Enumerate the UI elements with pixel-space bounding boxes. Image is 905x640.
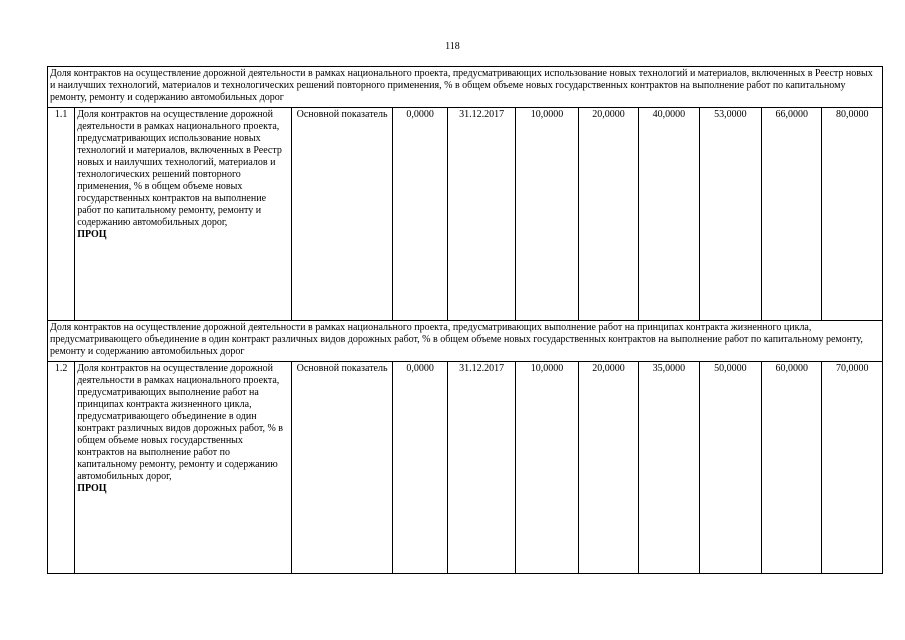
year-value: 35,0000 — [639, 362, 699, 574]
table-row — [48, 362, 883, 574]
year-value: 20,0000 — [578, 108, 638, 321]
section-heading: Доля контрактов на осуществление дорожной деятельности в рамках национального проекта, предусматривающих выполнение работ на принципах контракта жизненного цикла, предусматривающего объединение в один контракт различных видов дорожных работ, % в общем объеме новых государственных контрактов на выполнение работ по капитальному ремонту, ремонту и содержанию автомобильных дорог — [48, 321, 883, 362]
year-value: 40,0000 — [639, 108, 699, 321]
indicator-name-cell — [75, 362, 292, 574]
section-heading-row — [48, 67, 883, 108]
base-date: 31.12.2017 — [447, 362, 515, 574]
indicator-name: Доля контрактов на осуществление дорожной деятельности в рамках национального проекта, предусматривающих выполнение работ на принципах контракта жизненного цикла, предусматривающего объединение в один контракт различных видов дорожных работ, % в общем объеме новых государственных контрактов на выполнение работ по капитальному ремонту, ремонту и содержанию автомобильных дорог, — [77, 363, 284, 482]
row-number: 1.2 — [48, 362, 75, 574]
indicator-unit: ПРОЦ — [77, 229, 107, 240]
year-value: 60,0000 — [762, 362, 822, 574]
indicators-table — [47, 66, 883, 574]
base-date: 31.12.2017 — [447, 108, 515, 321]
year-value: 50,0000 — [699, 362, 761, 574]
indicator-type: Основной показатель — [291, 108, 393, 321]
year-value: 10,0000 — [516, 362, 578, 574]
indicator-name: Доля контрактов на осуществление дорожной деятельности в рамках национального проекта, предусматривающих использование новых технологий и материалов, включенных в Реестр новых и наилучших технологий, материалов и технологических решений повторного применения, % в общем объеме новых государственных контрактов на выполнение работ по капитальному ремонту, ремонту и содержанию автомобильных дорог, — [77, 109, 282, 228]
page-number: 118 — [445, 41, 460, 52]
section-heading: Доля контрактов на осуществление дорожной деятельности в рамках национального проекта, предусматривающих использование новых технологий и материалов, включенных в Реестр новых и наилучших технологий, материалов и технологических решений повторного применения, % в общем объеме новых государственных контрактов на выполнение работ по капитальному ремонту, ремонту и содержанию автомобильных дорог — [48, 67, 883, 108]
indicator-name-cell — [75, 108, 292, 321]
table-row — [48, 108, 883, 321]
year-value: 70,0000 — [822, 362, 883, 574]
base-value: 0,0000 — [393, 362, 447, 574]
indicator-unit: ПРОЦ — [77, 483, 107, 494]
section-heading-row — [48, 321, 883, 362]
year-value: 80,0000 — [822, 108, 883, 321]
year-value: 53,0000 — [699, 108, 761, 321]
year-value: 20,0000 — [578, 362, 638, 574]
indicator-type: Основной показатель — [291, 362, 393, 574]
year-value: 10,0000 — [516, 108, 578, 321]
base-value: 0,0000 — [393, 108, 447, 321]
year-value: 66,0000 — [762, 108, 822, 321]
row-number: 1.1 — [48, 108, 75, 321]
